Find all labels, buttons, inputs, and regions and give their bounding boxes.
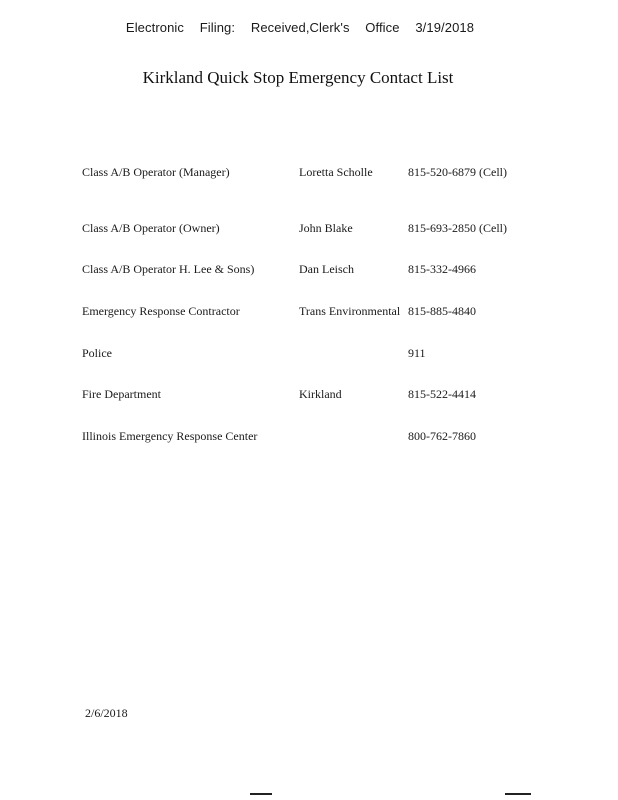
contact-role: Emergency Response Contractor xyxy=(82,304,240,318)
filing-stamp-header xyxy=(0,20,600,35)
contact-phone: 815-520-6879 (Cell) xyxy=(408,165,507,179)
contact-role: Class A/B Operator (Manager) xyxy=(82,165,230,179)
contact-phone: 815-885-4840 xyxy=(408,304,476,318)
contact-name: Trans Environmental xyxy=(299,304,401,318)
contact-phone: 815-522-4414 xyxy=(408,387,476,401)
contact-row xyxy=(0,165,618,183)
contact-role: Class A/B Operator (Owner) xyxy=(82,221,220,235)
scan-artifact xyxy=(505,793,531,795)
contact-row xyxy=(0,304,618,322)
filing-stamp-word: Office xyxy=(365,20,400,35)
filing-stamp-word: Received,Clerk's xyxy=(250,20,350,35)
contact-phone: 815-693-2850 (Cell) xyxy=(408,221,507,235)
filing-stamp-word: Filing: xyxy=(199,20,236,35)
contact-role: Police xyxy=(82,346,112,360)
contact-phone: 800-762-7860 xyxy=(408,429,476,443)
contact-name: Dan Leisch xyxy=(299,262,354,276)
contact-row xyxy=(0,262,618,280)
contact-name: John Blake xyxy=(299,221,353,235)
contact-name: Loretta Scholle xyxy=(299,165,373,179)
document-date: 2/6/2018 xyxy=(85,706,128,720)
contact-row xyxy=(0,387,618,405)
contact-row xyxy=(0,221,618,239)
filing-stamp-word: Electronic xyxy=(125,20,184,35)
scan-artifact xyxy=(250,793,272,795)
contact-role: Fire Department xyxy=(82,387,161,401)
contact-name: Kirkland xyxy=(299,387,342,401)
contact-role: Class A/B Operator H. Lee & Sons) xyxy=(82,262,255,276)
contact-phone: 911 xyxy=(408,346,426,360)
contact-row xyxy=(0,346,618,364)
contact-phone: 815-332-4966 xyxy=(408,262,476,276)
contact-role: Illinois Emergency Response Center xyxy=(82,429,258,443)
document-title: Kirkland Quick Stop Emergency Contact List xyxy=(142,68,454,87)
filing-stamp-date: 3/19/2018 xyxy=(415,20,475,35)
contact-row xyxy=(0,429,618,447)
